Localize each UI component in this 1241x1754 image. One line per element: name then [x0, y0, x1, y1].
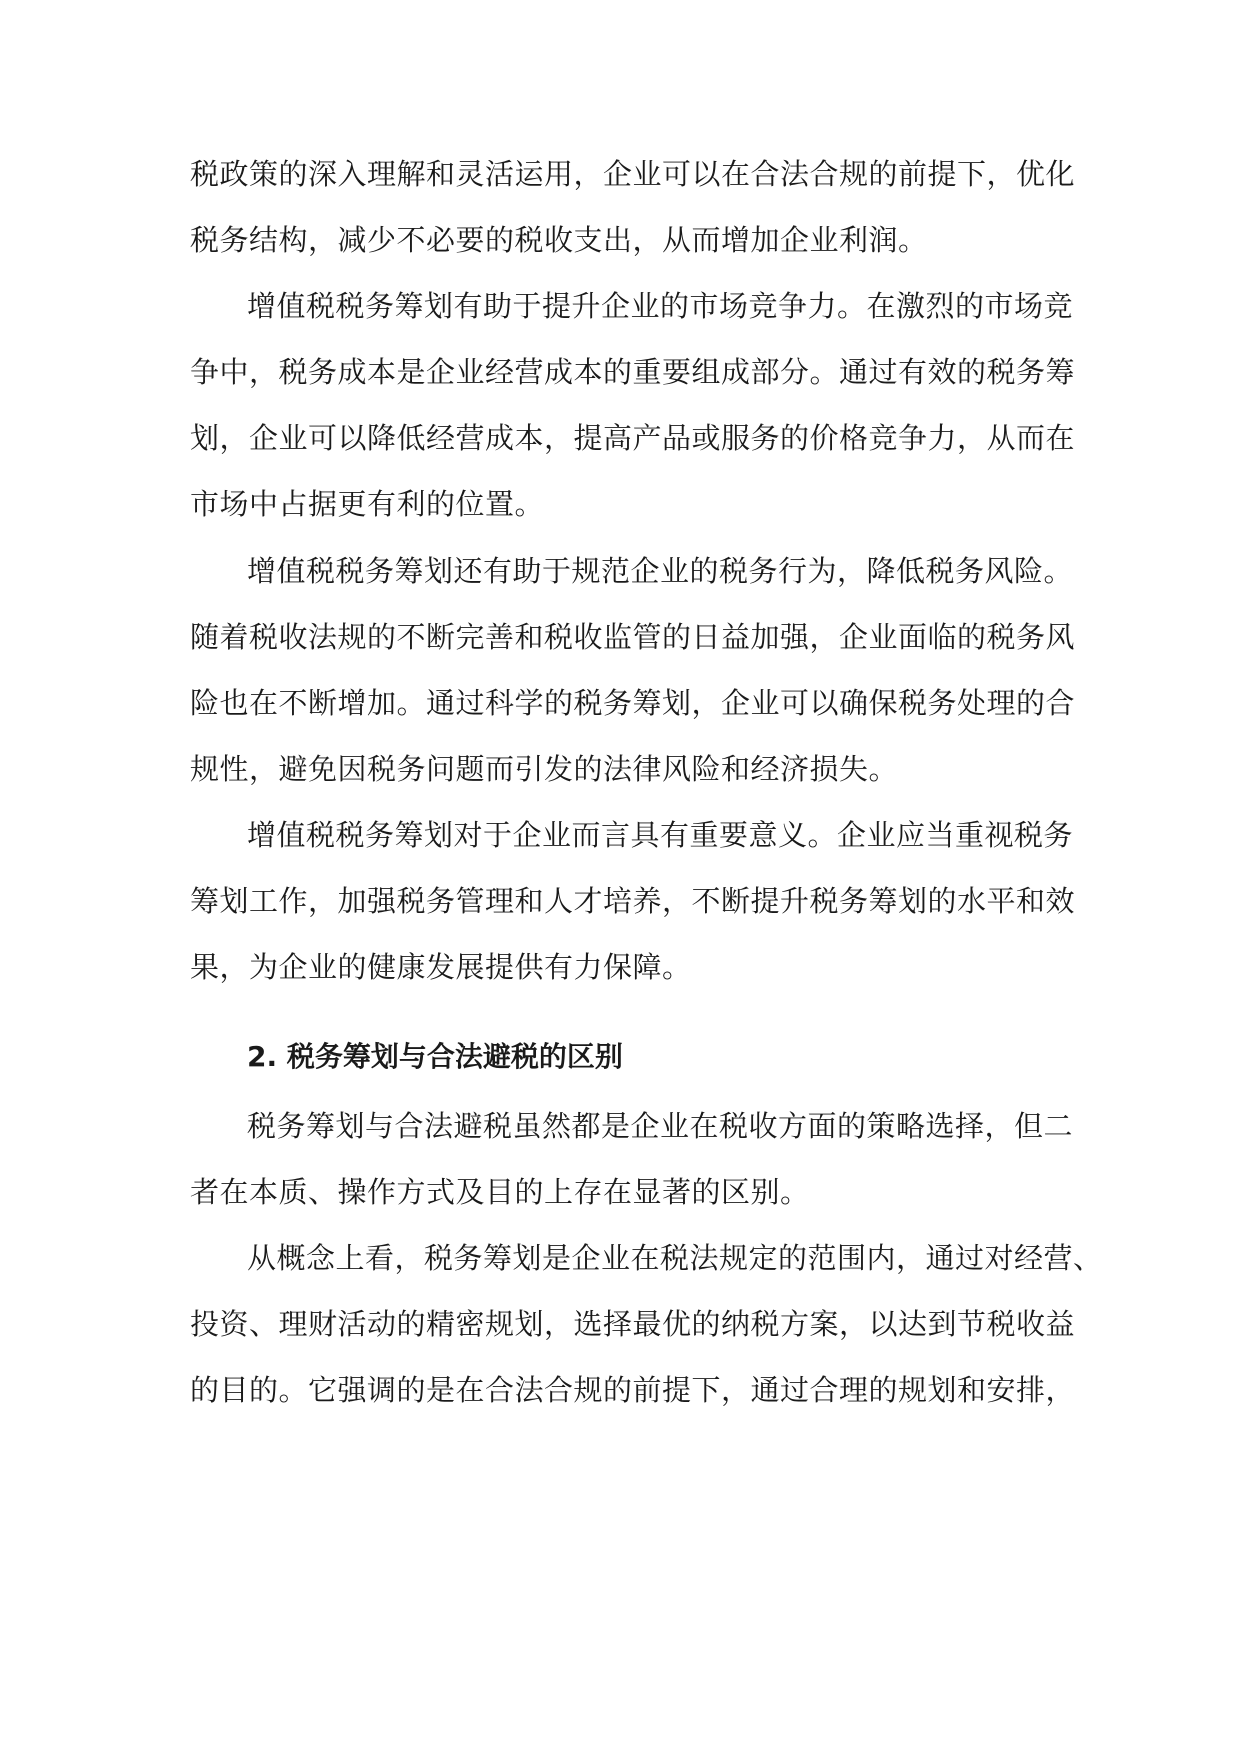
paragraph-line: 筹划工作，加强税务管理和人才培养，不断提升税务筹划的水平和效	[190, 884, 1076, 918]
paragraph-line: 果，为企业的健康发展提供有力保障。	[190, 950, 692, 984]
paragraph-line: 的目的。它强调的是在合法合规的前提下，通过合理的规划和安排，	[190, 1373, 1076, 1407]
paragraph-line: 税政策的深入理解和灵活运用，企业可以在合法合规的前提下，优化	[190, 157, 1076, 191]
paragraph-line: 增值税税务筹划有助于提升企业的市场竞争力。在激烈的市场竞	[247, 289, 1074, 323]
paragraph-line: 随着税收法规的不断完善和税收监管的日益加强，企业面临的税务风	[190, 620, 1076, 654]
paragraph-line: 从概念上看，税务筹划是企业在税法规定的范围内，通过对经营、	[247, 1241, 1103, 1275]
paragraph-line: 增值税税务筹划还有助于规范企业的税务行为，降低税务风险。	[247, 554, 1074, 588]
paragraph-line: 税务筹划与合法避税虽然都是企业在税收方面的策略选择，但二	[247, 1109, 1074, 1143]
section-heading: 2. 税务筹划与合法避税的区别	[247, 1040, 623, 1073]
paragraph-line: 投资、理财活动的精密规划，选择最优的纳税方案，以达到节税收益	[190, 1307, 1076, 1341]
paragraph-line: 增值税税务筹划对于企业而言具有重要意义。企业应当重视税务	[247, 818, 1074, 852]
paragraph-line: 险也在不断增加。通过科学的税务筹划，企业可以确保税务处理的合	[190, 686, 1076, 720]
paragraph-line: 规性，避免因税务问题而引发的法律风险和经济损失。	[190, 752, 899, 786]
paragraph-line: 划，企业可以降低经营成本，提高产品或服务的价格竞争力，从而在	[190, 421, 1076, 455]
paragraph-line: 税务结构，减少不必要的税收支出，从而增加企业利润。	[190, 223, 928, 257]
paragraph-line: 市场中占据更有利的位置。	[190, 487, 545, 521]
paragraph-line: 争中，税务成本是企业经营成本的重要组成部分。通过有效的税务筹	[190, 355, 1076, 389]
paragraph-line: 者在本质、操作方式及目的上存在显著的区别。	[190, 1175, 810, 1209]
